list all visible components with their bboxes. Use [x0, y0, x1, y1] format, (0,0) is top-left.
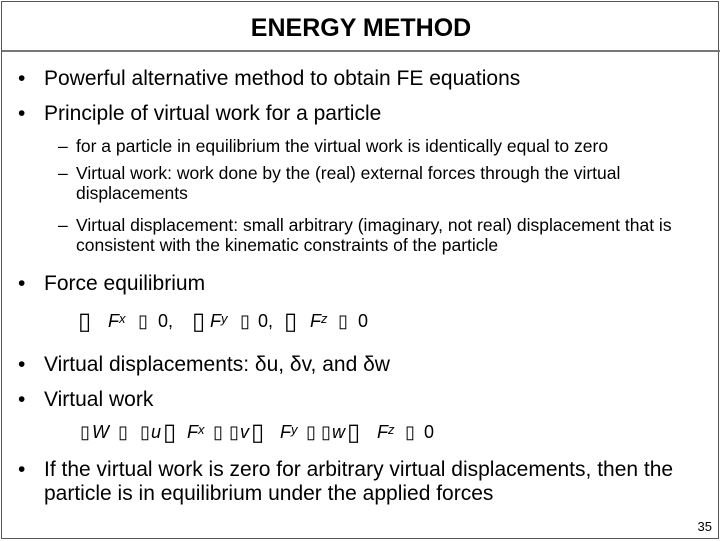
force-symbol: F y — [280, 422, 298, 442]
sub-bullet-text: Virtual work: work done by the (real) external forces through the virtual displacements — [76, 163, 621, 203]
w-displacement: w — [332, 422, 345, 442]
page-number: 35 — [697, 519, 712, 534]
dash-marker: – — [58, 136, 68, 156]
dash-marker: – — [58, 215, 68, 235]
equals-symbol: ▯ — [118, 422, 128, 442]
virtual-work-equation — [80, 419, 450, 448]
force-symbol: F x — [108, 311, 126, 331]
equals-symbol: ▯ — [138, 311, 148, 331]
bullet-marker: • — [18, 353, 26, 376]
force-symbol: F z — [377, 422, 395, 442]
work-symbol: W — [92, 422, 109, 442]
zero-value: 0 — [424, 422, 435, 442]
summation-symbol: ▯ — [284, 308, 298, 335]
v-displacement: v — [240, 422, 249, 442]
bullet-text: Principle of virtual work for a particle — [44, 102, 382, 125]
dash-marker: – — [58, 163, 68, 183]
equals-symbol: ▯ — [338, 311, 348, 331]
delta-symbol: ▯ — [80, 422, 90, 442]
equals-symbol: ▯ — [405, 422, 415, 442]
sub-bullet-text: Virtual displacement: small arbitrary (imaginary, not real) displacement that is consistent with the kinematic constraints of the particle — [76, 215, 672, 255]
summation-symbol: ▯ — [251, 419, 265, 446]
u-displacement: u — [151, 422, 162, 442]
delta-symbol: ▯ — [321, 422, 331, 442]
plus-symbol: ▯ — [213, 422, 223, 442]
bullet-marker: • — [18, 458, 26, 481]
force-symbol: F z — [310, 311, 328, 331]
bullet-text: Virtual displacements: δu, δv, and δw — [44, 353, 390, 376]
delta-symbol: ▯ — [229, 422, 239, 442]
zero-value: 0, — [158, 311, 174, 331]
delta-symbol: ▯ — [140, 422, 150, 442]
bullet-text: If the virtual work is zero for arbitrary virtual displacements, then the particle is in equilibrium under the applied forces — [44, 458, 674, 505]
force-symbol: F x — [187, 422, 205, 442]
plus-symbol: ▯ — [306, 422, 316, 442]
bullet-marker: • — [18, 272, 26, 295]
summation-symbol: ▯ — [347, 419, 361, 446]
force-symbol: F y — [210, 311, 228, 331]
bullet-marker: • — [18, 67, 26, 90]
bullet-text: Virtual work — [44, 388, 154, 411]
zero-value: 0, — [258, 311, 274, 331]
bullet-marker: • — [18, 388, 26, 411]
zero-value: 0 — [358, 311, 369, 331]
summation-symbol: ▯ — [192, 308, 206, 335]
bullet-text: Powerful alternative method to obtain FE equations — [44, 67, 521, 90]
slide-title: ENERGY METHOD — [250, 14, 472, 42]
sub-bullet-text: for a particle in equilibrium the virtual work is identically equal to zero — [76, 136, 609, 156]
bullet-marker: • — [18, 102, 26, 125]
bullet-text: Force equilibrium — [44, 272, 206, 295]
summation-symbol: ▯ — [78, 308, 92, 335]
equals-symbol: ▯ — [240, 311, 250, 331]
slide — [1, 1, 719, 539]
title-rule — [2, 50, 720, 52]
summation-symbol: ▯ — [163, 419, 177, 446]
force-equilibrium-equation — [78, 308, 378, 337]
